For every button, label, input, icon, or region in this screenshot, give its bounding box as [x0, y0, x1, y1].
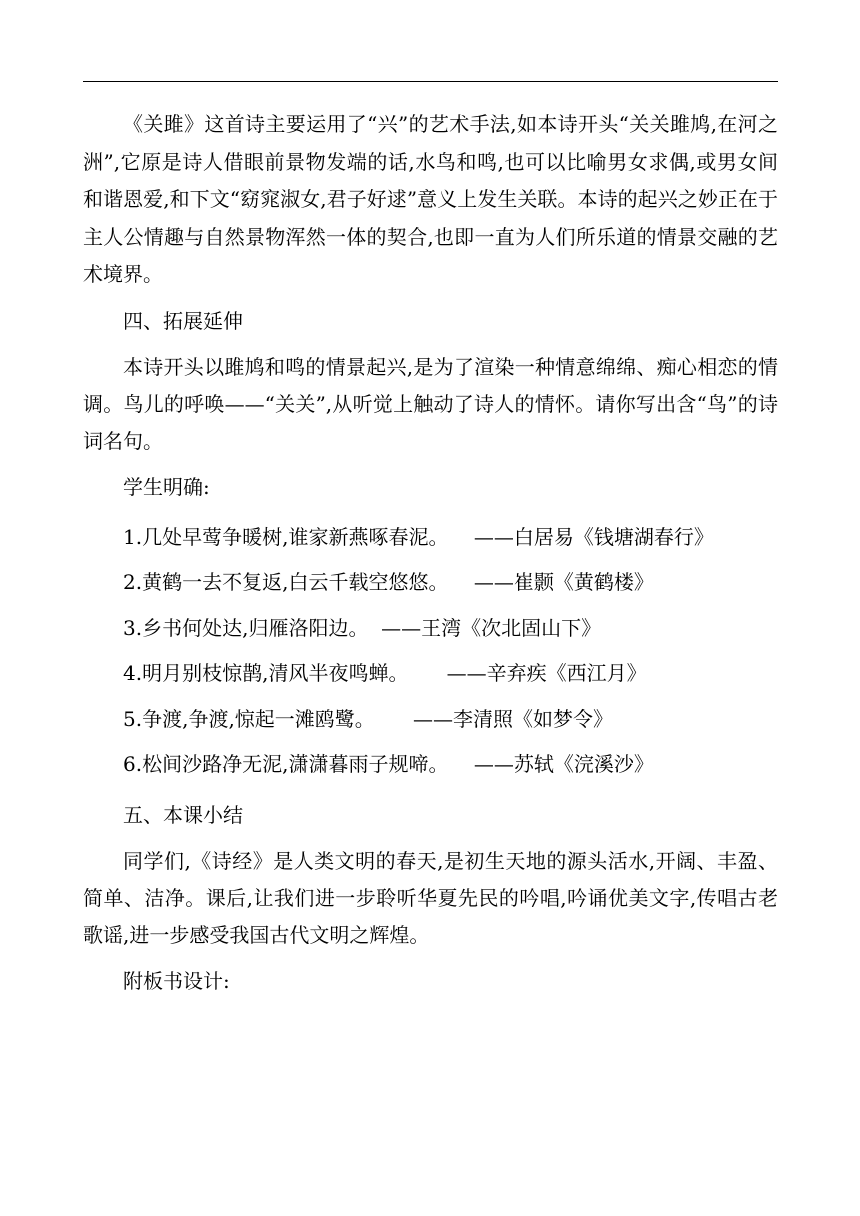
list-item-poem-3: 3.乡书何处达,归雁洛阳边。 ——王湾《次北固山下》: [123, 615, 602, 640]
header-rule: [83, 81, 778, 82]
list-item-poem-2: 2.黄鹤一去不复返,白云千载空悠悠。 ——崔颢《黄鹤楼》: [123, 570, 654, 594]
students-clarify-label: 学生明确:: [123, 474, 210, 499]
board-design-label: 附板书设计:: [123, 968, 230, 993]
paragraph-xing-technique: 《关雎》这首诗主要运用了“兴”的艺术手法,如本诗开头“关关雎鸠,在河之洲”,它原是诗人借眼前景物发端的话,水鸟和鸣,也可以比喻男女求偶,或男女间和谐恩爱,和下文“窈窕淑女,君子好逑”意义上发生关联。本诗的起兴之妙正在于主人公情趣与自然景物浑然一体的契合,也即一直为人们所乐道的情景交融的艺术境界。: [83, 112, 778, 286]
paragraph-summary: 同学们,《诗经》是人类文明的春天,是初生天地的源头活水,开阔、丰盈、简单、洁净。课后,让我们进一步聆听华夏先民的吟唱,吟诵优美文字,传唱古老歌谣,进一步感受我国古代文明之辉煌。: [83, 848, 778, 947]
section-heading-extension: 四、拓展延伸: [123, 308, 243, 333]
document-body: [83, 106, 778, 1000]
bird-poem-list: [83, 515, 778, 788]
list-item-poem-1: 1.几处早莺争暖树,谁家新燕啄春泥。 ——白居易《钱塘湖春行》: [123, 524, 714, 549]
paragraph-extension-task: 本诗开头以雎鸠和鸣的情景起兴,是为了渲染一种情意绵绵、痴心相恋的情调。鸟儿的呼唤——“关关”,从听觉上触动了诗人的情怀。请你写出含“鸟”的诗词名句。: [83, 354, 778, 453]
section-heading-summary: 五、本课小结: [123, 802, 243, 827]
list-item-poem-5: 5.争渡,争渡,惊起一滩鸥鹭。 ——李清照《如梦令》: [123, 706, 613, 731]
list-item-poem-6: 6.松间沙路净无泥,潇潇暮雨子规啼。 ——苏轼《浣溪沙》: [123, 752, 654, 776]
list-item-poem-4: 4.明月别枝惊鹊,清风半夜鸣蝉。 ——辛弃疾《西江月》: [123, 661, 647, 685]
